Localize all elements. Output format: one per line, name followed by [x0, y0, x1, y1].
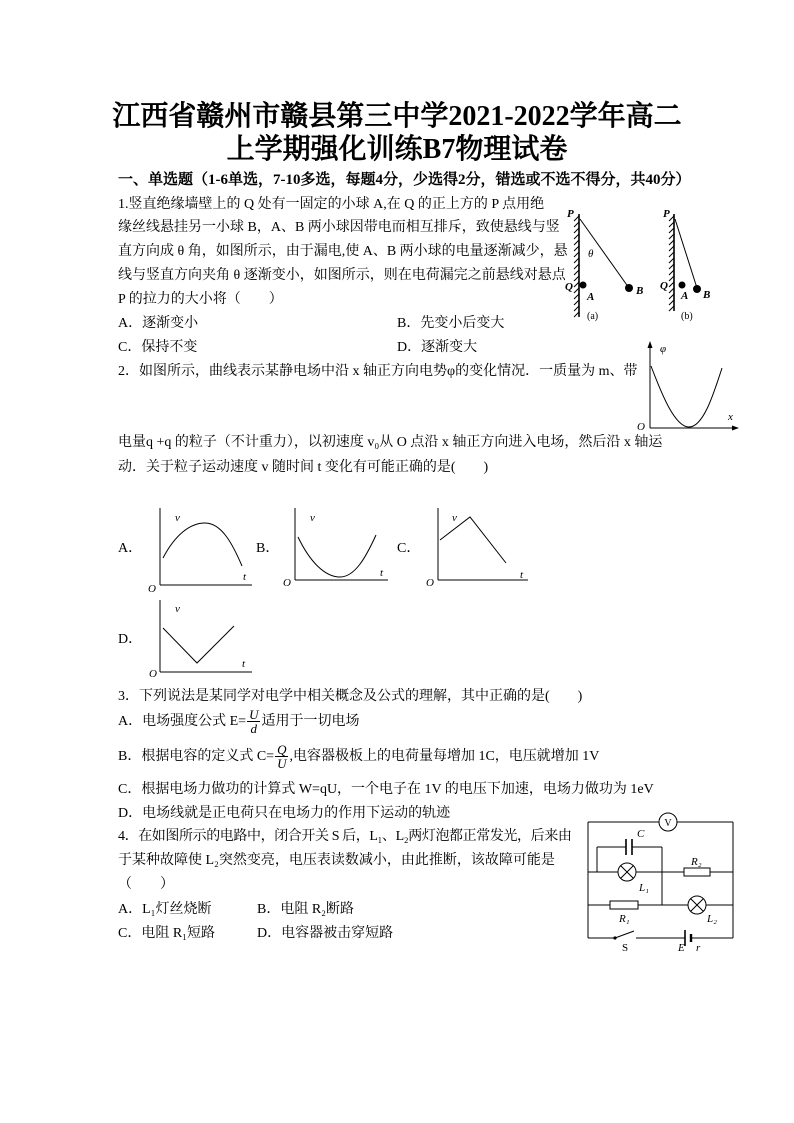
t-axis-label: t [243, 571, 247, 583]
q2-graph-a [140, 500, 260, 595]
capacitor-label: C [637, 828, 645, 840]
q4-option-d: D．电容器被击穿短路 [257, 926, 394, 941]
velocity-curve [298, 535, 376, 577]
label-ball-b: B [703, 289, 711, 301]
velocity-line [440, 517, 506, 563]
formula-fraction [247, 708, 260, 735]
q3-option-d: D．电场线就是正电荷只在电场力的作用下运动的轨迹 [118, 806, 451, 821]
capacitor-wires [597, 847, 662, 905]
title-line-2: 上学期强化训练B7物理试卷 [226, 134, 568, 165]
fraction-numerator: U [249, 707, 259, 723]
x-axis-label: x [728, 411, 733, 423]
velocity-line [163, 626, 234, 663]
q3-option-b-suffix: ,电容器极板上的电荷量每增加 1C，电压就增加 1V [289, 749, 600, 764]
resistor-r2-label: R₂ [691, 856, 702, 868]
origin-label: O [637, 421, 645, 433]
q1-option-a: A．逐渐变小 [118, 316, 199, 331]
label-angle-theta: θ [588, 248, 594, 260]
t-axis-label: t [380, 567, 384, 579]
q1-diagram-b [660, 208, 710, 322]
q1-text-line: 直方向成 θ 角，如图所示，由于漏电,使 A、B 两小球的电量逐渐减少，悬 [118, 244, 568, 259]
formula-fraction [275, 743, 288, 770]
lamp-l1-cross [621, 866, 634, 879]
fraction-numerator: Q [277, 742, 287, 758]
caption-b: (b) [681, 311, 693, 322]
q3-option-c: C．根据电场力做功的计算式 W=qU，一个电子在 1V 的电压下加速，电场力做功为 1eV [118, 782, 654, 797]
q2-graph-d [140, 595, 260, 680]
emf-label: E [678, 942, 685, 954]
q4-circuit-diagram [583, 810, 738, 955]
label-point-q: Q [565, 281, 573, 293]
label-ball-b: B [636, 285, 644, 297]
thread-b [675, 219, 697, 288]
ball-b-hanging [625, 284, 633, 292]
resistor-r1 [610, 901, 638, 909]
label-point-p: P [567, 208, 574, 220]
origin-label: O [426, 577, 434, 589]
q2-option-c: C． [397, 541, 421, 556]
internal-resistance-label: r [696, 942, 701, 954]
q2-option-d: D． [118, 632, 143, 647]
switch-icon [615, 931, 634, 938]
q3-option-a [118, 708, 359, 736]
q1-text-line: 线与竖直方向夹角 θ 逐渐变小，如图所示，则在电荷漏完之前悬线对悬点 [118, 268, 566, 283]
q2-option-b: B． [256, 541, 280, 556]
t-axis-label: t [242, 658, 246, 670]
q2-potential-graph [635, 338, 742, 433]
resistor-r2 [684, 868, 710, 876]
ball-a-fixed [679, 282, 686, 289]
capacitor-plates [626, 839, 632, 855]
title-line-1: 江西省赣州市赣县第三中学2021-2022学年高二 [112, 101, 682, 132]
q3-option-b-prefix: B．根据电容的定义式 C= [118, 749, 275, 764]
v-axis-label: v [175, 603, 180, 615]
v-axis-label: v [452, 512, 457, 524]
lamp-l2-cross [691, 899, 704, 912]
q2-graph-b [277, 500, 397, 595]
origin-label: O [149, 668, 157, 680]
q4-text-line: 4．在如图所示的电路中，闭合开关 S 后，L₁、L₂两灯泡都正常发光，后来由 [118, 829, 572, 844]
q2-text-line: 动．关于粒子运动速度 v 随时间 t 变化有可能正确的是( ) [118, 460, 489, 475]
t-axis-label: t [520, 569, 524, 581]
potential-curve [651, 366, 722, 427]
x-axis-arrow [732, 426, 739, 431]
resistor-r1-label: R₁ [619, 913, 630, 925]
q1-diagram-a [565, 208, 643, 322]
caption-a: (a) [587, 311, 599, 322]
phi-axis-arrow [648, 341, 653, 348]
section-header: 一、单选题（1-6单选，7-10多选，每题4分，少选得2分，错选或不选不得分，共40分） [118, 172, 691, 188]
ball-a-fixed [580, 282, 587, 289]
q2-graph-c [420, 500, 535, 595]
q4-option-c: C．电阻 R₁短路 [118, 926, 216, 941]
ball-b-hanging [693, 285, 701, 293]
fraction-denominator: d [250, 721, 257, 737]
phi-axis-label: φ [660, 343, 667, 355]
q4-text-line: 于某种故障使 L₂突然变亮，电压表读数减小，由此推断，该故障可能是 [118, 853, 555, 868]
lamp-l1-label: L₁ [639, 882, 649, 894]
label-ball-a: A [587, 291, 595, 303]
velocity-curve [163, 523, 242, 566]
label-point-p: P [663, 208, 670, 220]
q4-text-line: （ ） [118, 877, 174, 892]
q3-stem: 3．下列说法是某同学对电学中相关概念及公式的理解，其中正确的是( ) [118, 689, 583, 704]
voltmeter-label: V [664, 818, 672, 829]
q3-option-b [118, 743, 599, 771]
fraction-denominator: U [277, 756, 287, 772]
q1-option-b: B．先变小后变大 [397, 316, 505, 331]
q2-option-a: A． [118, 541, 143, 556]
v-axis-label: v [310, 512, 315, 524]
switch-label: S [622, 942, 629, 954]
q1-text-line: 缘丝线悬挂另一小球 B，A、B 两小球因带电而相互排斥，致使悬线与竖 [118, 220, 560, 235]
q4-option-b: B．电阻 R₂断路 [257, 902, 355, 917]
label-ball-a: A [681, 290, 689, 302]
q2-text-line: 2．如图所示，曲线表示某静电场中沿 x 轴正方向电势φ的变化情况．一质量为 m、带 [118, 364, 638, 379]
q1-figure [560, 205, 720, 325]
origin-label: O [283, 577, 291, 589]
q1-option-c: C．保持不变 [118, 340, 198, 355]
q4-option-a: A．L₁灯丝烧断 [118, 902, 212, 917]
q3-option-a-suffix: 适用于一切电场 [261, 714, 360, 729]
q1-text-line: 1.竖直绝缘墙壁上的 Q 处有一固定的小球 A,在 Q 的正上方的 P 点用绝 [118, 197, 545, 212]
q2-text-line: 电量q +q 的粒子（不计重力），以初速度 v₀从 O 点沿 x 轴正方向进入电场，然后沿 x 轴运 [118, 435, 663, 450]
q3-option-a-prefix: A．电场强度公式 E= [118, 714, 247, 729]
q1-text-line: P 的拉力的大小将（ ） [118, 292, 283, 307]
label-point-q: Q [660, 280, 668, 292]
lamp-l2-label: L₂ [707, 913, 717, 925]
origin-label: O [148, 583, 156, 595]
q1-option-d: D．逐渐变大 [397, 340, 478, 355]
v-axis-label: v [175, 512, 180, 524]
